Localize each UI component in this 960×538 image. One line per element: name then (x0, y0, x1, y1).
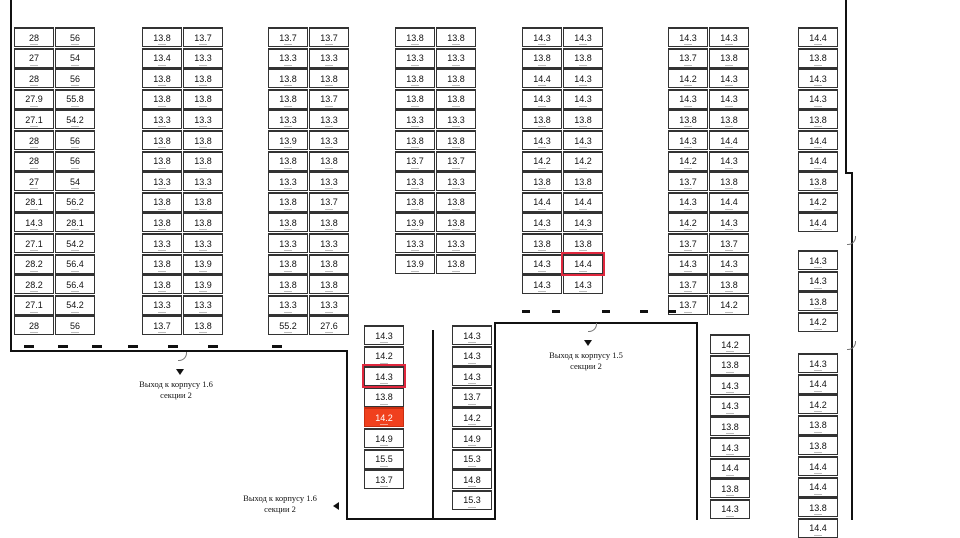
storage-unit[interactable]: 14.3 (563, 212, 603, 232)
storage-unit[interactable]: 13.8 (268, 89, 308, 109)
storage-unit[interactable]: 14.3 (798, 353, 838, 373)
storage-unit[interactable]: 27.1 (14, 109, 54, 129)
storage-unit[interactable]: 28 (14, 27, 54, 47)
storage-unit[interactable]: 13.7 (668, 171, 708, 191)
storage-unit[interactable]: 14.4 (563, 254, 603, 274)
wall-marker (602, 310, 610, 313)
storage-unit[interactable]: 13.8 (436, 212, 476, 232)
storage-unit[interactable]: 14.3 (522, 130, 562, 150)
storage-unit[interactable]: 13.9 (268, 130, 308, 150)
storage-unit[interactable]: 13.3 (268, 171, 308, 191)
storage-unit[interactable]: 13.8 (183, 151, 223, 171)
storage-unit[interactable]: 27.9 (14, 89, 54, 109)
storage-unit[interactable]: 13.8 (436, 68, 476, 88)
storage-unit[interactable]: 14.4 (710, 458, 750, 478)
storage-unit[interactable]: 13.7 (309, 27, 349, 47)
storage-unit[interactable]: 14.2 (364, 407, 404, 427)
storage-unit[interactable]: 13.3 (183, 233, 223, 253)
storage-unit[interactable]: 28.1 (55, 212, 95, 232)
storage-unit[interactable]: 13.7 (395, 151, 435, 171)
storage-unit[interactable]: 13.8 (709, 171, 749, 191)
storage-unit[interactable]: 13.8 (563, 171, 603, 191)
storage-unit[interactable]: 13.8 (183, 68, 223, 88)
storage-unit[interactable]: 14.2 (563, 151, 603, 171)
door-icon (588, 323, 597, 332)
wall (346, 518, 496, 520)
storage-unit[interactable]: 54.2 (55, 233, 95, 253)
storage-unit[interactable]: 13.3 (395, 109, 435, 129)
storage-unit[interactable]: 14.3 (709, 27, 749, 47)
storage-unit[interactable]: 13.8 (183, 315, 223, 335)
storage-unit[interactable]: 14.3 (798, 68, 838, 88)
storage-unit[interactable]: 14.3 (522, 274, 562, 294)
wall (845, 0, 847, 172)
storage-unit[interactable]: 13.3 (142, 109, 182, 129)
storage-unit[interactable]: 14.3 (14, 212, 54, 232)
storage-unit[interactable]: 13.8 (268, 254, 308, 274)
storage-unit[interactable]: 14.2 (668, 68, 708, 88)
storage-unit[interactable]: 13.8 (709, 274, 749, 294)
storage-unit[interactable]: 14.3 (563, 27, 603, 47)
storage-unit[interactable]: 14.3 (798, 271, 838, 291)
exit-label-1-5: Выход к корпусу 1.5 секции 2 (549, 350, 623, 371)
storage-unit[interactable]: 13.7 (668, 233, 708, 253)
storage-unit[interactable]: 13.3 (309, 48, 349, 68)
storage-unit[interactable]: 13.8 (563, 48, 603, 68)
storage-unit[interactable]: 13.8 (436, 192, 476, 212)
storage-unit[interactable]: 14.3 (563, 274, 603, 294)
storage-unit[interactable]: 13.3 (436, 109, 476, 129)
storage-unit[interactable]: 13.9 (395, 212, 435, 232)
door-icon (847, 341, 856, 350)
storage-unit[interactable]: 14.2 (798, 312, 838, 332)
storage-unit[interactable]: 14.2 (798, 394, 838, 414)
storage-unit[interactable]: 13.8 (183, 130, 223, 150)
storage-unit[interactable]: 13.8 (395, 89, 435, 109)
storage-unit[interactable]: 56 (55, 315, 95, 335)
storage-unit[interactable]: 28 (14, 151, 54, 171)
storage-unit[interactable]: 13.8 (522, 171, 562, 191)
storage-unit[interactable]: 13.8 (436, 89, 476, 109)
storage-unit[interactable]: 13.7 (668, 295, 708, 315)
exit-arrow-icon (584, 340, 592, 346)
storage-unit[interactable]: 13.9 (395, 254, 435, 274)
storage-unit[interactable]: 13.3 (309, 109, 349, 129)
storage-unit[interactable]: 13.8 (268, 192, 308, 212)
storage-unit[interactable]: 14.3 (522, 254, 562, 274)
storage-unit[interactable]: 13.8 (709, 109, 749, 129)
storage-unit[interactable]: 13.3 (436, 171, 476, 191)
storage-unit[interactable]: 13.7 (668, 274, 708, 294)
storage-unit[interactable]: 13.8 (798, 291, 838, 311)
storage-unit[interactable]: 15.5 (364, 449, 404, 469)
wall-marker (640, 310, 648, 313)
storage-unit[interactable]: 13.8 (709, 48, 749, 68)
storage-unit[interactable]: 13.7 (183, 27, 223, 47)
wall (696, 322, 698, 520)
storage-unit[interactable]: 14.3 (668, 130, 708, 150)
storage-unit[interactable]: 14.3 (364, 366, 404, 386)
storage-unit[interactable]: 14.3 (452, 366, 492, 386)
storage-unit[interactable]: 14.4 (709, 130, 749, 150)
storage-unit[interactable]: 13.8 (395, 192, 435, 212)
storage-unit[interactable]: 14.4 (798, 518, 838, 538)
storage-unit[interactable]: 13.3 (142, 171, 182, 191)
storage-unit[interactable]: 13.7 (309, 192, 349, 212)
wall-marker (24, 345, 34, 348)
storage-unit[interactable]: 14.2 (452, 407, 492, 427)
storage-unit[interactable]: 13.8 (268, 151, 308, 171)
wall-marker (668, 310, 676, 313)
storage-unit[interactable]: 14.3 (522, 89, 562, 109)
storage-unit[interactable]: 13.8 (522, 233, 562, 253)
storage-unit[interactable]: 13.7 (309, 89, 349, 109)
storage-unit[interactable]: 54 (55, 171, 95, 191)
storage-unit[interactable]: 56 (55, 68, 95, 88)
storage-unit[interactable]: 13.8 (309, 254, 349, 274)
wall-marker (168, 345, 178, 348)
storage-unit[interactable]: 13.7 (142, 315, 182, 335)
storage-unit[interactable]: 14.4 (709, 192, 749, 212)
storage-unit[interactable]: 13.9 (183, 274, 223, 294)
storage-unit[interactable]: 13.7 (436, 151, 476, 171)
storage-unit[interactable]: 13.9 (183, 254, 223, 274)
storage-unit[interactable]: 56.4 (55, 254, 95, 274)
storage-unit[interactable]: 13.8 (798, 497, 838, 517)
storage-unit[interactable]: 13.3 (436, 233, 476, 253)
storage-unit[interactable]: 13.8 (309, 68, 349, 88)
storage-unit[interactable]: 13.8 (183, 192, 223, 212)
storage-unit[interactable]: 13.3 (268, 295, 308, 315)
storage-unit[interactable]: 28 (14, 68, 54, 88)
storage-unit[interactable]: 54.2 (55, 109, 95, 129)
storage-unit[interactable]: 55.2 (268, 315, 308, 335)
storage-unit[interactable]: 27.1 (14, 295, 54, 315)
storage-unit[interactable]: 14.4 (798, 27, 838, 47)
storage-unit[interactable]: 13.7 (709, 233, 749, 253)
storage-unit[interactable]: 13.3 (268, 109, 308, 129)
storage-unit[interactable]: 14.3 (452, 325, 492, 345)
storage-unit[interactable]: 13.3 (183, 109, 223, 129)
storage-unit[interactable]: 14.3 (522, 212, 562, 232)
door-icon (178, 352, 187, 361)
storage-unit[interactable]: 13.8 (668, 109, 708, 129)
storage-unit[interactable]: 14.2 (798, 192, 838, 212)
storage-unit[interactable]: 13.3 (183, 295, 223, 315)
storage-unit[interactable]: 14.4 (522, 192, 562, 212)
storage-unit[interactable]: 13.3 (142, 233, 182, 253)
storage-unit[interactable]: 27.6 (309, 315, 349, 335)
storage-unit[interactable]: 54 (55, 48, 95, 68)
storage-unit[interactable]: 14.4 (798, 151, 838, 171)
exit-arrow-icon (333, 502, 339, 510)
wall-marker (552, 310, 560, 313)
storage-unit[interactable]: 13.3 (436, 48, 476, 68)
storage-unit[interactable]: 14.3 (563, 89, 603, 109)
storage-unit[interactable]: 56 (55, 130, 95, 150)
storage-unit[interactable]: 55.8 (55, 89, 95, 109)
storage-unit[interactable]: 14.3 (364, 325, 404, 345)
storage-unit[interactable]: 13.8 (142, 274, 182, 294)
storage-unit[interactable]: 14.3 (668, 254, 708, 274)
wall-marker (272, 345, 282, 348)
storage-unit[interactable]: 14.3 (668, 27, 708, 47)
storage-unit[interactable]: 13.8 (436, 27, 476, 47)
storage-unit[interactable]: 13.3 (183, 171, 223, 191)
storage-unit[interactable]: 14.9 (364, 428, 404, 448)
storage-unit[interactable]: 14.3 (452, 346, 492, 366)
storage-unit[interactable]: 13.8 (364, 387, 404, 407)
storage-unit[interactable]: 56.4 (55, 274, 95, 294)
wall-marker (208, 345, 218, 348)
storage-unit[interactable]: 13.8 (142, 68, 182, 88)
exit-arrow-icon (176, 369, 184, 375)
exit-label-1-6-top: Выход к корпусу 1.6 секции 2 (139, 379, 213, 400)
storage-unit[interactable]: 13.8 (309, 274, 349, 294)
storage-unit[interactable]: 54.2 (55, 295, 95, 315)
storage-unit[interactable]: 14.8 (452, 469, 492, 489)
wall (10, 0, 12, 352)
storage-unit[interactable]: 13.7 (452, 387, 492, 407)
storage-unit[interactable]: 13.8 (183, 212, 223, 232)
wall-marker (92, 345, 102, 348)
storage-unit[interactable]: 13.3 (395, 233, 435, 253)
storage-unit[interactable]: 27 (14, 171, 54, 191)
storage-unit[interactable]: 13.8 (142, 151, 182, 171)
wall-marker (522, 310, 530, 313)
storage-unit[interactable]: 14.3 (710, 396, 750, 416)
storage-unit[interactable]: 14.3 (710, 499, 750, 519)
storage-unit[interactable]: 13.3 (268, 233, 308, 253)
storage-unit[interactable]: 13.8 (142, 212, 182, 232)
storage-unit[interactable]: 14.2 (709, 295, 749, 315)
storage-unit[interactable]: 13.8 (563, 233, 603, 253)
storage-unit[interactable]: 56 (55, 151, 95, 171)
storage-unit[interactable]: 13.8 (142, 192, 182, 212)
storage-unit[interactable]: 14.3 (709, 254, 749, 274)
storage-unit[interactable]: 13.4 (142, 48, 182, 68)
storage-unit[interactable]: 13.8 (395, 68, 435, 88)
storage-unit[interactable]: 27 (14, 48, 54, 68)
storage-unit[interactable]: 13.3 (309, 295, 349, 315)
storage-unit[interactable]: 13.8 (710, 416, 750, 436)
exit-label-1-6-bottom: Выход к корпусу 1.6 секции 2 (243, 493, 317, 514)
storage-unit[interactable]: 14.3 (798, 250, 838, 270)
storage-unit[interactable]: 14.3 (710, 375, 750, 395)
storage-unit[interactable]: 14.3 (522, 27, 562, 47)
storage-unit[interactable]: 28.1 (14, 192, 54, 212)
storage-unit[interactable]: 13.8 (798, 435, 838, 455)
storage-unit[interactable]: 13.8 (395, 130, 435, 150)
storage-unit[interactable]: 13.7 (668, 48, 708, 68)
storage-unit[interactable]: 14.2 (668, 151, 708, 171)
storage-unit[interactable]: 13.8 (142, 254, 182, 274)
storage-unit[interactable]: 14.4 (563, 192, 603, 212)
storage-unit[interactable]: 13.3 (268, 48, 308, 68)
storage-unit[interactable]: 15.3 (452, 449, 492, 469)
storage-unit[interactable]: 13.8 (436, 254, 476, 274)
door-icon (847, 236, 856, 245)
storage-unit[interactable]: 14.3 (668, 192, 708, 212)
storage-unit[interactable]: 13.3 (142, 295, 182, 315)
storage-unit[interactable]: 13.8 (142, 27, 182, 47)
storage-unit[interactable]: 14.2 (364, 346, 404, 366)
storage-unit[interactable]: 13.8 (522, 109, 562, 129)
storage-unit[interactable]: 14.4 (798, 130, 838, 150)
storage-unit[interactable]: 28 (14, 315, 54, 335)
storage-unit[interactable]: 13.8 (309, 151, 349, 171)
wall-marker (128, 345, 138, 348)
storage-unit[interactable]: 13.3 (309, 171, 349, 191)
storage-unit[interactable]: 13.8 (268, 68, 308, 88)
storage-unit[interactable]: 14.3 (798, 89, 838, 109)
storage-unit[interactable]: 14.3 (668, 89, 708, 109)
storage-unit[interactable]: 13.8 (309, 212, 349, 232)
storage-unit[interactable]: 14.3 (709, 89, 749, 109)
storage-unit[interactable]: 28 (14, 130, 54, 150)
storage-unit[interactable]: 13.8 (142, 130, 182, 150)
storage-unit[interactable]: 14.4 (798, 212, 838, 232)
storage-unit[interactable]: 13.8 (710, 478, 750, 498)
storage-unit[interactable]: 13.8 (268, 212, 308, 232)
storage-unit[interactable]: 15.3 (452, 490, 492, 510)
storage-unit[interactable]: 27.1 (14, 233, 54, 253)
wall-marker (58, 345, 68, 348)
storage-unit[interactable]: 13.8 (710, 355, 750, 375)
storage-unit[interactable]: 13.3 (183, 48, 223, 68)
storage-unit[interactable]: 56.2 (55, 192, 95, 212)
storage-unit[interactable]: 56 (55, 27, 95, 47)
storage-unit[interactable]: 14.3 (709, 68, 749, 88)
wall (432, 330, 434, 520)
storage-unit[interactable]: 14.2 (668, 212, 708, 232)
storage-unit[interactable]: 13.3 (309, 233, 349, 253)
storage-unit[interactable]: 28.2 (14, 274, 54, 294)
storage-unit[interactable]: 28.2 (14, 254, 54, 274)
storage-unit[interactable]: 14.3 (563, 68, 603, 88)
storage-unit[interactable]: 14.3 (709, 212, 749, 232)
storage-unit[interactable]: 13.8 (522, 48, 562, 68)
storage-unit[interactable]: 14.3 (709, 151, 749, 171)
wall (494, 322, 496, 520)
storage-unit[interactable]: 13.3 (395, 171, 435, 191)
storage-unit[interactable]: 14.3 (710, 437, 750, 457)
storage-unit[interactable]: 13.8 (798, 171, 838, 191)
storage-unit[interactable]: 13.7 (364, 469, 404, 489)
storage-unit[interactable]: 13.8 (395, 27, 435, 47)
storage-unit[interactable]: 13.8 (798, 415, 838, 435)
storage-unit[interactable]: 13.8 (142, 89, 182, 109)
wall (346, 350, 348, 520)
storage-unit[interactable]: 13.3 (395, 48, 435, 68)
storage-unit[interactable]: 13.8 (183, 89, 223, 109)
storage-unit[interactable]: 14.4 (522, 68, 562, 88)
storage-unit[interactable]: 14.4 (798, 477, 838, 497)
storage-unit[interactable]: 14.9 (452, 428, 492, 448)
storage-unit[interactable]: 14.4 (798, 374, 838, 394)
storage-unit[interactable]: 14.2 (522, 151, 562, 171)
storage-unit[interactable]: 13.8 (436, 130, 476, 150)
storage-unit[interactable]: 13.8 (563, 109, 603, 129)
storage-unit[interactable]: 14.2 (710, 334, 750, 354)
storage-unit[interactable]: 14.3 (563, 130, 603, 150)
storage-unit[interactable]: 13.7 (268, 27, 308, 47)
storage-unit[interactable]: 13.8 (798, 48, 838, 68)
storage-unit[interactable]: 13.8 (268, 274, 308, 294)
storage-unit[interactable]: 14.4 (798, 456, 838, 476)
storage-unit[interactable]: 13.3 (309, 130, 349, 150)
storage-unit[interactable]: 13.8 (798, 109, 838, 129)
